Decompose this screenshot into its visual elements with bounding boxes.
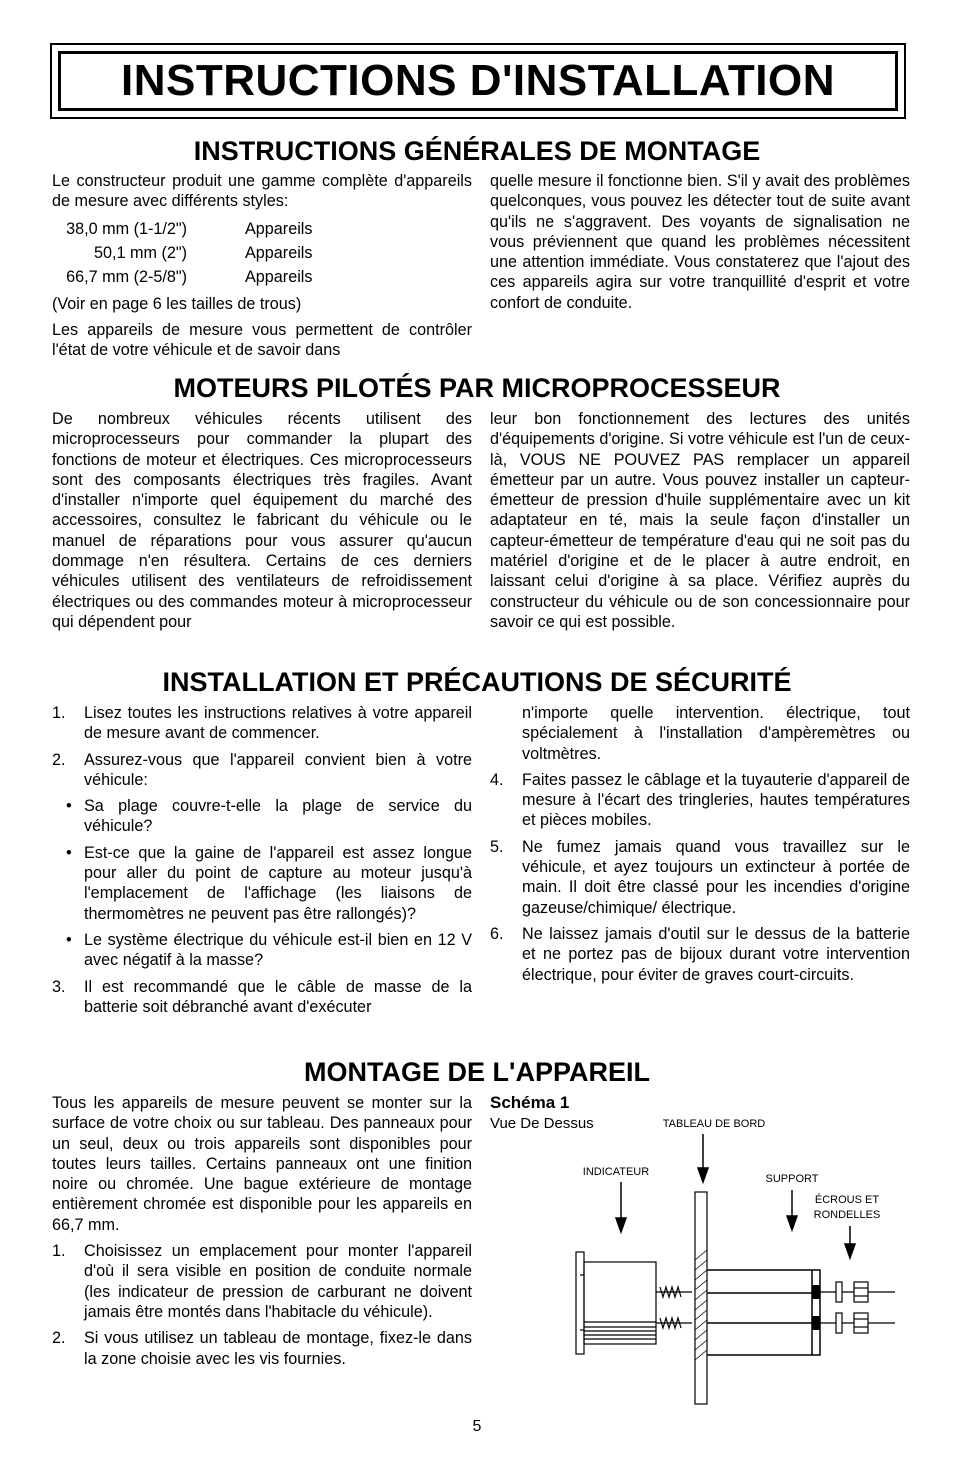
bullet-item [52, 930, 472, 971]
bullet-icon: • [66, 797, 72, 816]
title-box [50, 43, 906, 119]
heading-general: INSTRUCTIONS GÉNÉRALES DE MONTAGE [193, 136, 761, 166]
bullet-text: Est-ce que la gaine de l'appareil est assez longue pour aller du point de capture au moteur jusqu'à l'emplacement de l'affichage (les liaisons de thermomètres ne peuvent pas être rallongés)? [84, 843, 472, 923]
list-item [52, 1241, 472, 1322]
size-row [52, 241, 472, 265]
list-item [490, 837, 910, 918]
bracket-hole-top [812, 1285, 820, 1299]
label-nuts-2: RONDELLES [813, 1209, 881, 1221]
micro-left-column [52, 409, 472, 632]
dashboard-panel [695, 1192, 707, 1404]
size-label: Appareils [245, 267, 313, 286]
heading-safety: INSTALLATION ET PRÉCAUTIONS DE SÉCURITÉ [162, 667, 792, 697]
label-gauge: INDICATEUR [582, 1166, 650, 1178]
item-text: n'importe quelle intervention. électrique, tout spécialement à l'installation d'ampèremètres ou voltmètres. [522, 704, 910, 763]
list-item-continued [490, 703, 910, 764]
item-text: Ne laissez jamais d'outil sur le dessus de la batterie et ne portez pas de bijoux durant votre intervention électrique, pour éviter de graves court-circuits. [522, 924, 910, 984]
item-text: Choisissez un emplacement pour monter l'appareil d'où il sera visible en position de conduite normale (les indicateur de pression de carburant ne doivent jamais être montés dans l'habitacle du véhicule). [84, 1242, 472, 1321]
item-number: 1. [52, 704, 66, 722]
item-number: 2. [52, 1329, 66, 1348]
list-item [490, 924, 910, 985]
list-item [52, 977, 472, 1018]
figure-title: Schéma 1 [490, 1093, 570, 1112]
sizes-list [52, 217, 472, 289]
gauge-body [576, 1252, 656, 1354]
bullet-text: Sa plage couvre-t-elle la plage de service du véhicule? [84, 797, 472, 836]
label-dashboard: TABLEAU DE BORD [662, 1118, 766, 1130]
arrow-gauge [616, 1182, 626, 1232]
bullet-icon: • [66, 843, 72, 862]
size-label: Appareils [245, 219, 313, 238]
size-value: 38,0 mm (1-1/2") [66, 219, 187, 238]
general-left-column [52, 171, 472, 360]
bullet-item [52, 843, 472, 924]
item-text: Ne fumez jamais quand vous travaillez sur le véhicule, et ayez toujours un extincteur à portée de main. Il doit être classé pour les incendies d'origine gazeuse/chimique/ électrique. [522, 837, 910, 917]
item-text: Si vous utilisez un tableau de montage, fixez-le dans la zone choisie avec les vis fournies. [84, 1329, 472, 1368]
size-value: 50,1 mm (2") [94, 243, 187, 262]
safety-right-column [490, 703, 910, 991]
bullet-text: Le système électrique du véhicule est-il bien en 12 V avec négatif à la masse? [84, 930, 472, 970]
label-nuts-1: ÉCROUS ET [814, 1194, 880, 1206]
list-item [52, 750, 472, 791]
item-number: 1. [52, 1242, 66, 1261]
mounting-diagram [560, 1110, 910, 1410]
general-intro: Le constructeur produit une gamme complète d'appareils de mesure avec différents styles: [52, 172, 472, 211]
heading-mount: MONTAGE DE L'APPAREIL [304, 1057, 650, 1087]
list-item [52, 1328, 472, 1369]
size-value: 66,7 mm (2-5/8") [66, 267, 187, 286]
item-number: 5. [490, 837, 504, 856]
page-title: INSTRUCTIONS D'INSTALLATION [120, 56, 836, 105]
general-para-right: quelle mesure il fonctionne bien. S'il y avait des problèmes quelconques, vous pouvez les détecter tout de suite avant qu'ils ne s'aggravent. Des voyants de signalisation ne vous préviennent que quand les problèmes nécessitent une attention immédiate. Vous constaterez que l'ajout des ces appareils agira sur votre tranquillité d'esprit et votre confort de conduite. [490, 172, 910, 312]
item-number: 4. [490, 770, 504, 789]
title-frame [58, 51, 898, 111]
item-number: 2. [52, 750, 66, 769]
mounting-studs [656, 1287, 692, 1328]
figure-subtitle: Vue De Dessus [490, 1115, 594, 1132]
heading-micro: MOTEURS PILOTÉS PAR MICROPROCESSEUR [173, 373, 781, 403]
size-row [52, 265, 472, 289]
mount-left-column [52, 1093, 472, 1375]
item-number: 6. [490, 924, 504, 943]
micro-para-left: De nombreux véhicules récents utilisent des microprocesseurs pour commander la plupart des fonctions de moteur et électriques. Ces microprocesseurs sont des composants électriques très fragiles. Avant d'installer n'importe quel équipement du marché des accessoires, consultez le fabricant du véhicule ou le manuel de réparations pour vous assurer qu'aucun dommage n'en résultera. Certains de ces derniers véhicules utilisent des ventilateurs de refroidissement électriques ou des commandes moteur à microprocesseur qui dépendent pour [52, 410, 472, 631]
arrow-bracket [787, 1190, 797, 1230]
bullet-icon: • [66, 930, 72, 949]
micro-right-column [490, 409, 910, 632]
list-item [490, 770, 910, 831]
safety-left-column [52, 703, 472, 1023]
item-text: Assurez-vous que l'appareil convient bien à votre véhicule: [84, 750, 472, 789]
general-note: (Voir en page 6 les tailles de trous) [52, 294, 302, 313]
arrow-nuts [845, 1226, 855, 1258]
arrow-dashboard [698, 1134, 708, 1182]
general-para-left: Les appareils de mesure vous permettent de contrôler l'état de votre véhicule et de savoir dans [52, 320, 472, 360]
label-bracket: SUPPORT [765, 1173, 819, 1185]
micro-para-right: leur bon fonctionnement des lectures des unités d'équipements d'origine. Si votre véhicule est l'un de ceux-là, VOUS NE POUVEZ PAS remplacer un appareil émetteur par un autre. Vous pouvez installer un capteur-émetteur de pression d'huile supplémentaire avec un kit adaptateur en té, mais la seule façon d'installer un capteur-émetteur de température d'eau qui ne soit pas du matériel d'origine et de le placer à autre endroit, en laissant celui d'origine à sa place. Vérifiez auprès du constructeur du véhicule ou de son concessionnaire pour savoir ce qui est possible. [490, 410, 910, 631]
page-number: 5 [472, 1418, 482, 1435]
item-text: Faites passez le câblage et la tuyauterie d'appareil de mesure à l'écart des tringleries, hautes températures et pièces mobiles. [522, 770, 910, 830]
general-right-column [490, 171, 910, 313]
bracket [707, 1270, 820, 1355]
nuts-and-washers [820, 1282, 895, 1333]
item-text: Il est recommandé que le câble de masse de la batterie soit débranché avant d'exécuter [84, 977, 472, 1016]
bracket-hole-bottom [812, 1316, 820, 1330]
bullet-item [52, 796, 472, 837]
size-label: Appareils [245, 243, 313, 262]
item-number: 3. [52, 977, 66, 996]
item-text: Lisez toutes les instructions relatives à votre appareil de mesure avant de commencer. [84, 704, 472, 743]
mount-para: Tous les appareils de mesure peuvent se monter sur la surface de votre choix ou sur tableau. Des panneaux pour un seul, deux ou trois appareils sont disponibles pour toutes leurs tailles. Certains panneaux ont une finition noire ou chromée. Une bague extérieure de montage entièrement chromée est disponible pour les appareils en 66,7 mm. [52, 1094, 472, 1234]
list-item [52, 703, 472, 744]
size-row [52, 217, 472, 241]
